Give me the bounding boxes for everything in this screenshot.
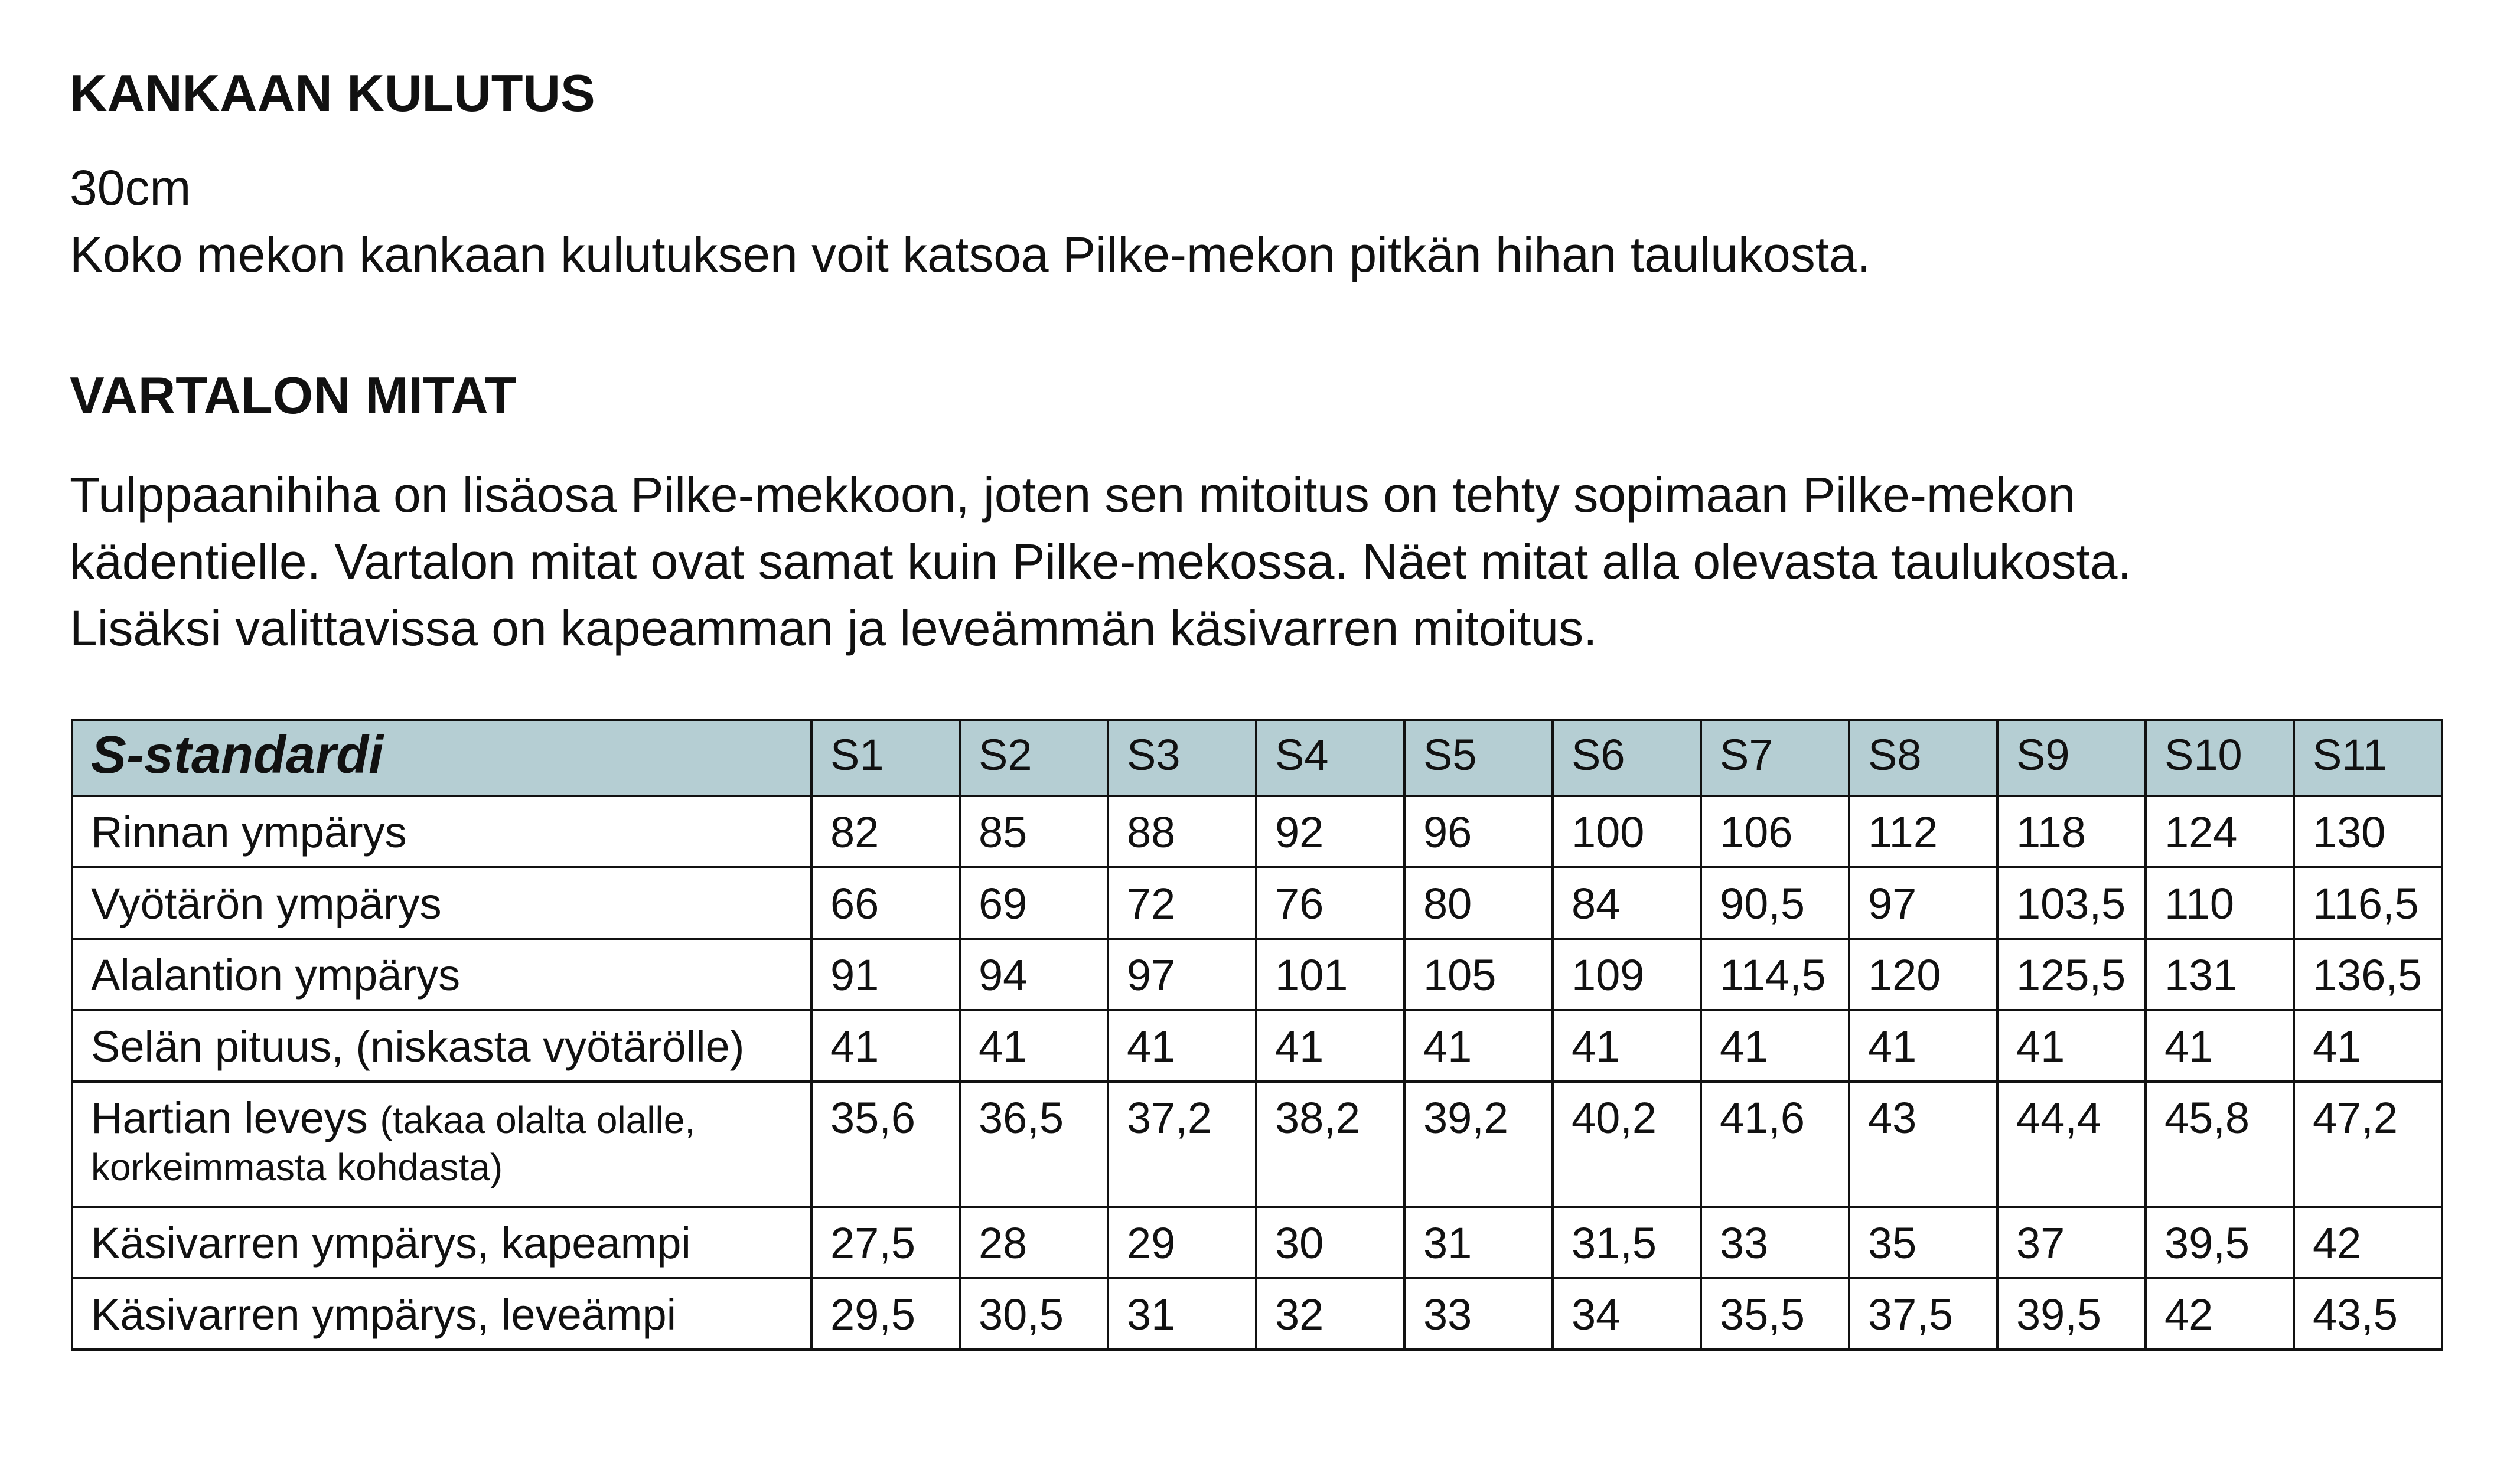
measurement-cell: 110 (2146, 867, 2294, 939)
measurement-cell: 27,5 (811, 1207, 960, 1278)
measurement-cell: 105 (1404, 939, 1553, 1010)
size-table (71, 719, 2443, 1351)
consumption-note: Koko mekon kankaan kulutuksen voit katsoa Pilke-mekon pitkän hihan taulukosta. (70, 227, 1871, 282)
measurement-cell: 39,5 (1997, 1278, 2146, 1350)
measurement-cell: 39,5 (2146, 1207, 2294, 1278)
table-row (72, 1010, 2442, 1082)
measurement-cell: 109 (1553, 939, 1701, 1010)
table-body (72, 796, 2442, 1350)
measurement-cell: 38,2 (1256, 1082, 1404, 1207)
size-header-cell: S2 (960, 720, 1108, 796)
table-row (72, 1082, 2442, 1207)
size-header-cell: S11 (2294, 720, 2442, 796)
size-header-cell: S3 (1108, 720, 1256, 796)
size-header-cell: S8 (1849, 720, 1997, 796)
body-measurements-text (70, 462, 2462, 662)
body-measurements-line: Lisäksi valittavissa on kapeamman ja leveämmän käsivarren mitoitus. (70, 600, 1598, 656)
measurement-cell: 29,5 (811, 1278, 960, 1350)
size-header-cell: S1 (811, 720, 960, 796)
measurement-cell: 100 (1553, 796, 1701, 867)
measurement-cell: 96 (1404, 796, 1553, 867)
measurement-cell: 97 (1849, 867, 1997, 939)
measurement-cell: 116,5 (2294, 867, 2442, 939)
measurement-cell: 30,5 (960, 1278, 1108, 1350)
measurement-cell: 120 (1849, 939, 1997, 1010)
measurement-cell: 82 (811, 796, 960, 867)
measurement-cell: 41 (1108, 1010, 1256, 1082)
measurement-cell: 31 (1404, 1207, 1553, 1278)
measurement-cell: 41 (1701, 1010, 1849, 1082)
row-label-cell: Käsivarren ympärys, kapeampi (72, 1207, 811, 1278)
table-row (72, 1278, 2442, 1350)
measurement-cell: 101 (1256, 939, 1404, 1010)
measurement-cell: 43 (1849, 1082, 1997, 1207)
measurement-cell: 44,4 (1997, 1082, 2146, 1207)
measurement-cell: 94 (960, 939, 1108, 1010)
measurement-cell: 35,5 (1701, 1278, 1849, 1350)
measurement-cell: 41 (1256, 1010, 1404, 1082)
table-corner-label: S-standardi (72, 720, 811, 796)
measurement-cell: 41 (2146, 1010, 2294, 1082)
measurement-cell: 33 (1404, 1278, 1553, 1350)
measurement-cell: 90,5 (1701, 867, 1849, 939)
consumption-text (70, 155, 2462, 288)
measurement-cell: 41 (2294, 1010, 2442, 1082)
measurement-cell: 41 (1404, 1010, 1553, 1082)
table-row (72, 867, 2442, 939)
measurement-cell: 42 (2146, 1278, 2294, 1350)
measurement-cell: 41 (1997, 1010, 2146, 1082)
size-header-cell: S4 (1256, 720, 1404, 796)
measurement-cell: 40,2 (1553, 1082, 1701, 1207)
row-label-cell: Vyötärön ympärys (72, 867, 811, 939)
row-label-note: korkeimmasta kohdasta) (91, 1145, 503, 1188)
measurement-cell: 124 (2146, 796, 2294, 867)
measurement-cell: 131 (2146, 939, 2294, 1010)
measurement-cell: 31 (1108, 1278, 1256, 1350)
measurement-cell: 125,5 (1997, 939, 2146, 1010)
size-header-cell: S6 (1553, 720, 1701, 796)
measurement-cell: 114,5 (1701, 939, 1849, 1010)
size-header-cell: S9 (1997, 720, 2146, 796)
table-header-row (72, 720, 2442, 796)
measurement-cell: 36,5 (960, 1082, 1108, 1207)
measurement-cell: 88 (1108, 796, 1256, 867)
measurement-cell: 106 (1701, 796, 1849, 867)
row-label-note: (takaa olalta olalle, (380, 1099, 696, 1141)
measurement-cell: 35 (1849, 1207, 1997, 1278)
table-row (72, 1207, 2442, 1278)
row-label-cell: Käsivarren ympärys, leveämpi (72, 1278, 811, 1350)
measurement-cell: 37,5 (1849, 1278, 1997, 1350)
measurement-cell: 41 (960, 1010, 1108, 1082)
measurement-cell: 118 (1997, 796, 2146, 867)
measurement-cell: 29 (1108, 1207, 1256, 1278)
measurement-cell: 42 (2294, 1207, 2442, 1278)
measurement-cell: 69 (960, 867, 1108, 939)
row-label-cell (72, 1082, 811, 1207)
measurement-cell: 80 (1404, 867, 1553, 939)
measurement-cell: 41 (1553, 1010, 1701, 1082)
row-label-cell: Alalantion ympärys (72, 939, 811, 1010)
body-measurements-line: Tulppaanihiha on lisäosa Pilke-mekkoon, joten sen mitoitus on tehty sopimaan Pilke-mekon (70, 467, 2076, 523)
measurement-cell: 91 (811, 939, 960, 1010)
consumption-heading: KANKAAN KULUTUS (70, 64, 595, 122)
row-label-cell: Rinnan ympärys (72, 796, 811, 867)
measurement-cell: 30 (1256, 1207, 1404, 1278)
row-label: Hartian leveys (91, 1093, 368, 1142)
measurement-cell: 85 (960, 796, 1108, 867)
measurement-cell: 41,6 (1701, 1082, 1849, 1207)
table-row (72, 939, 2442, 1010)
measurement-cell: 39,2 (1404, 1082, 1553, 1207)
size-header-cell: S10 (2146, 720, 2294, 796)
measurement-cell: 84 (1553, 867, 1701, 939)
row-label-cell: Selän pituus, (niskasta vyötärölle) (72, 1010, 811, 1082)
size-header-cell: S7 (1701, 720, 1849, 796)
measurement-cell: 47,2 (2294, 1082, 2442, 1207)
body-measurements-line: kädentielle. Vartalon mitat ovat samat kuin Pilke-mekossa. Näet mitat alla olevasta taulukosta. (70, 534, 2131, 589)
measurement-cell: 112 (1849, 796, 1997, 867)
measurement-cell: 28 (960, 1207, 1108, 1278)
measurement-cell: 37 (1997, 1207, 2146, 1278)
table-row (72, 796, 2442, 867)
measurement-cell: 103,5 (1997, 867, 2146, 939)
measurement-cell: 37,2 (1108, 1082, 1256, 1207)
row-label-line (91, 1092, 793, 1145)
size-header-cell: S5 (1404, 720, 1553, 796)
measurement-cell: 97 (1108, 939, 1256, 1010)
measurement-cell: 34 (1553, 1278, 1701, 1350)
measurement-cell: 35,6 (811, 1082, 960, 1207)
measurement-cell: 32 (1256, 1278, 1404, 1350)
measurement-cell: 72 (1108, 867, 1256, 939)
measurement-cell: 130 (2294, 796, 2442, 867)
measurement-cell: 33 (1701, 1207, 1849, 1278)
consumption-amount: 30cm (70, 160, 191, 215)
measurement-cell: 76 (1256, 867, 1404, 939)
measurement-cell: 136,5 (2294, 939, 2442, 1010)
measurement-cell: 43,5 (2294, 1278, 2442, 1350)
measurement-cell: 41 (811, 1010, 960, 1082)
measurement-cell: 41 (1849, 1010, 1997, 1082)
measurement-cell: 92 (1256, 796, 1404, 867)
measurement-cell: 66 (811, 867, 960, 939)
measurement-cell: 31,5 (1553, 1207, 1701, 1278)
measurement-cell: 45,8 (2146, 1082, 2294, 1207)
body-measurements-heading: VARTALON MITAT (70, 366, 516, 424)
